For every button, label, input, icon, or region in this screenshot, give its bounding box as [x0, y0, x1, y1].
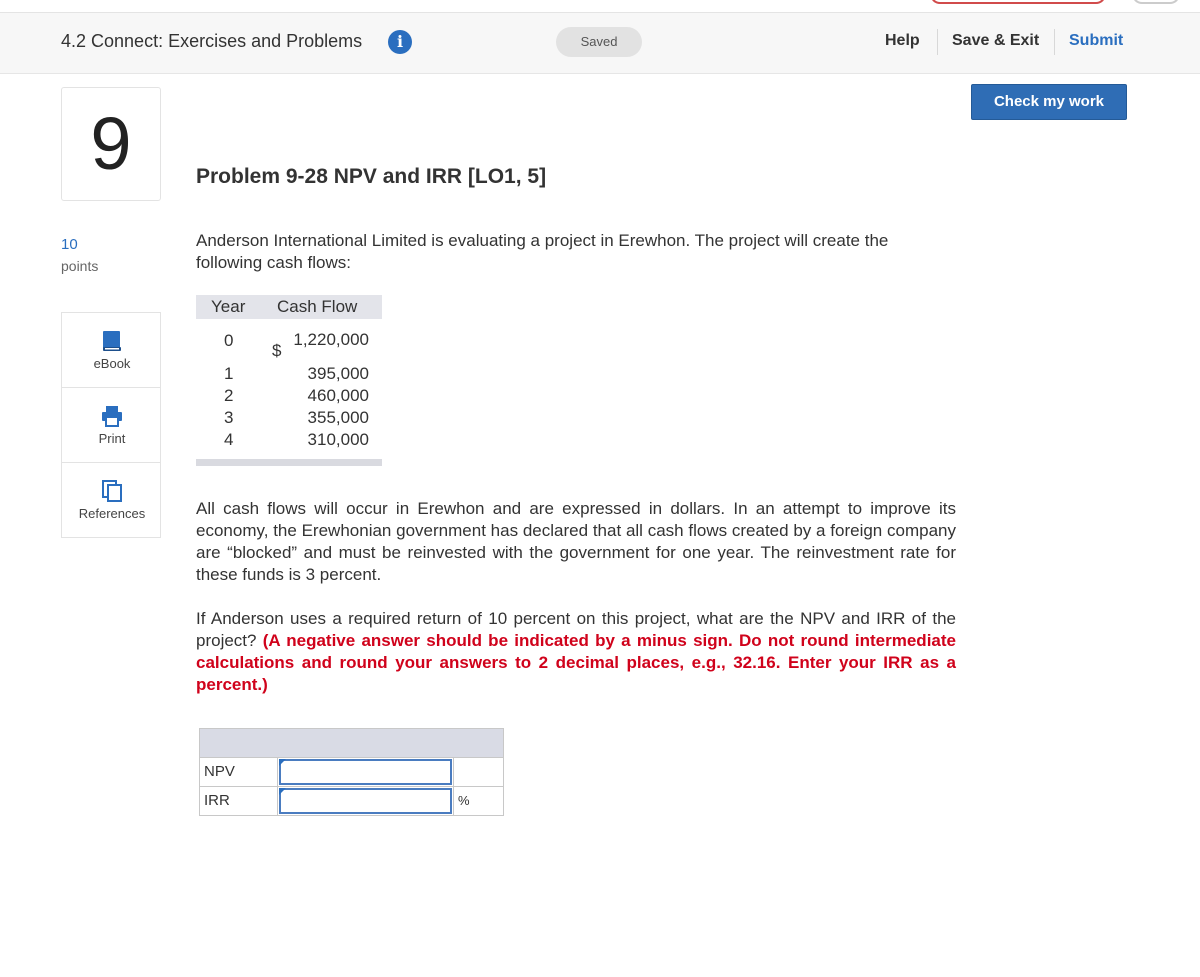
- cash-flow-cell: 395,000: [307, 364, 369, 383]
- print-label: Print: [98, 431, 126, 446]
- points-value: 10: [61, 236, 78, 253]
- references-icon: [100, 479, 124, 503]
- npv-row: [199, 758, 504, 787]
- question-number-box: [61, 87, 161, 201]
- answer-instructions: (A negative answer should be indicated by a minus sign. Do not round intermediate calculations and round your answers to 2 decimal places, e.g., 32.16. Enter your IRR as a percent.): [196, 631, 956, 694]
- help-link[interactable]: Help: [885, 32, 920, 49]
- cash-flow-cell: 460,000: [307, 386, 369, 405]
- cash-flow-cell: 1,220,000: [293, 330, 369, 349]
- points-label: points: [61, 258, 99, 274]
- percent-unit: %: [458, 793, 470, 808]
- problem-title: Problem 9-28 NPV and IRR [LO1, 5]: [196, 165, 547, 188]
- year-cell: 3: [224, 408, 234, 427]
- saved-status: Saved: [556, 27, 642, 57]
- year-cell: 0: [224, 331, 234, 350]
- assignment-title: 4.2 Connect: Exercises and Problems: [61, 31, 363, 51]
- header-divider: [1054, 29, 1055, 55]
- year-cell: 4: [224, 430, 234, 449]
- year-cell: 2: [224, 386, 234, 405]
- cash-flow-cell: 355,000: [307, 408, 369, 427]
- npv-unit-cell: [453, 758, 506, 786]
- year-cell: 1: [224, 364, 234, 383]
- answer-table: [199, 728, 504, 816]
- top-red-tab[interactable]: [930, 0, 1106, 4]
- assignment-header: [0, 13, 1200, 74]
- submit-link[interactable]: Submit: [1069, 32, 1124, 49]
- cash-flow-header: [196, 295, 382, 319]
- ebook-label: eBook: [93, 356, 131, 371]
- cash-flow-header-label: Cash Flow: [277, 297, 358, 316]
- save-exit-link[interactable]: Save & Exit: [952, 32, 1040, 49]
- references-label: References: [78, 506, 146, 521]
- info-icon[interactable]: i: [388, 30, 412, 54]
- top-edge: [0, 0, 1200, 13]
- top-grey-tab[interactable]: [1132, 0, 1180, 4]
- question-number: 9: [90, 102, 132, 185]
- npv-input[interactable]: [279, 759, 452, 785]
- irr-input[interactable]: [279, 788, 452, 814]
- print-button[interactable]: [62, 388, 160, 463]
- irr-row: [199, 787, 504, 816]
- header-divider: [937, 29, 938, 55]
- references-button[interactable]: [62, 463, 160, 537]
- answer-table-header: [199, 728, 504, 758]
- printer-icon: [100, 404, 124, 428]
- flag-icon: [279, 788, 286, 795]
- check-my-work-button[interactable]: Check my work: [971, 84, 1127, 120]
- cash-flow-table: [196, 295, 382, 319]
- year-header: Year: [211, 297, 246, 316]
- problem-paragraph-3: [196, 608, 956, 696]
- book-icon: [100, 329, 124, 353]
- ebook-button[interactable]: [62, 313, 160, 388]
- problem-intro: Anderson International Limited is evaluating a project in Erewhon. The project will create the following cash flows:: [196, 231, 889, 272]
- currency-symbol: $: [272, 341, 282, 360]
- flag-icon: [279, 759, 286, 766]
- cash-flow-cell: 310,000: [307, 430, 369, 449]
- irr-label: IRR: [204, 792, 230, 809]
- problem-paragraph-2: All cash flows will occur in Erewhon and are expressed in dollars. In an attempt to improve its economy, the Erewhonian government has declared that all cash flows created by a foreign company are “blocked” and must be reinvested with the government for one year. The reinvestment rate for these funds is 3 percent.: [196, 499, 956, 584]
- npv-label: NPV: [204, 763, 235, 780]
- question-text: If Anderson uses a required return of 10 percent on this project, what are the NPV and IRR of the project?: [196, 609, 956, 650]
- table-footer-bar: [196, 459, 382, 466]
- tools-panel: [61, 312, 161, 538]
